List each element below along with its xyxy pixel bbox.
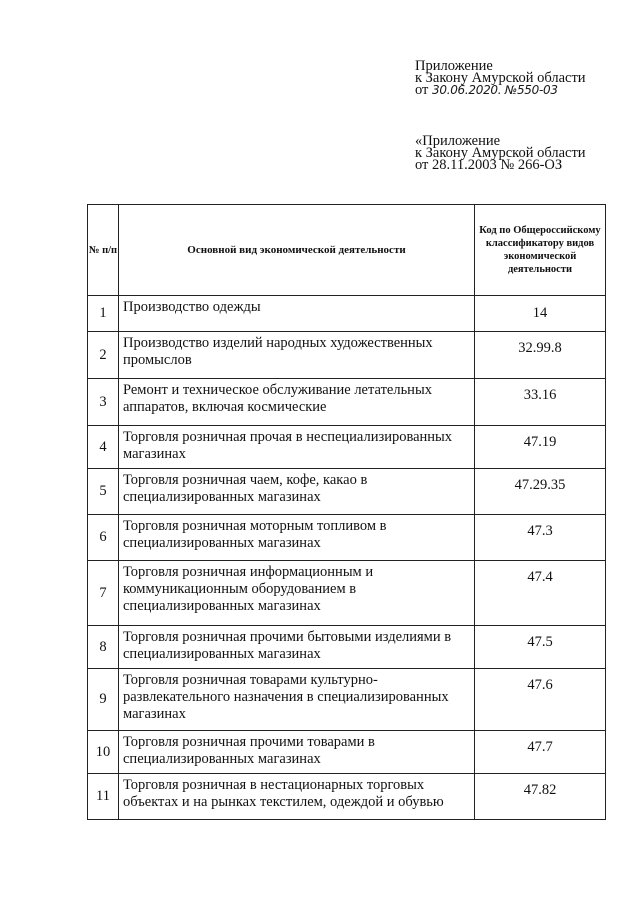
row-number: 7 [88, 561, 119, 626]
okved-code: 47.6 [475, 669, 606, 731]
appendix-law-ref: к Закону Амурской области [415, 145, 586, 161]
okved-code: 47.4 [475, 561, 606, 626]
table-row [88, 515, 606, 561]
appendix-date-prefix: от [415, 82, 433, 98]
row-number: 2 [88, 332, 119, 379]
activity-name: Производство одежды [119, 296, 475, 332]
column-header-num: № п/п [88, 205, 119, 296]
okved-code: 47.5 [475, 626, 606, 669]
appendix-date-line: от 28.11.2003 № 266-ОЗ [415, 157, 563, 173]
table-row [88, 561, 606, 626]
row-number: 11 [88, 774, 119, 820]
appendix-law-ref: к Закону Амурской области [415, 70, 586, 86]
handwritten-date-number: 30.06.2020. №550-03 [432, 83, 558, 97]
row-number: 10 [88, 731, 119, 774]
row-number: 3 [88, 379, 119, 426]
table-row [88, 332, 606, 379]
table-row [88, 469, 606, 515]
table-row [88, 731, 606, 774]
activity-name: Торговля розничная товарами культурно-развлекательного назначения в специализированных магазинах [119, 669, 475, 731]
row-number: 8 [88, 626, 119, 669]
activity-name: Торговля розничная в нестационарных торговых объектах и на рынках текстилем, одеждой и обувью [119, 774, 475, 820]
okved-code: 33.16 [475, 379, 606, 426]
table-row [88, 774, 606, 820]
appendix-title: Приложение [415, 58, 493, 74]
okved-code: 47.19 [475, 426, 606, 469]
appendix-header-new [415, 60, 586, 96]
okved-code: 32.99.8 [475, 332, 606, 379]
row-number: 9 [88, 669, 119, 731]
activity-name: Торговля розничная моторным топливом в специализированных магазинах [119, 515, 475, 561]
table-row [88, 379, 606, 426]
row-number: 4 [88, 426, 119, 469]
appendix-title: «Приложение [415, 133, 501, 149]
okved-code: 47.29.35 [475, 469, 606, 515]
table-row [88, 426, 606, 469]
column-header-activity: Основной вид экономической деятельности [119, 205, 475, 296]
activity-name: Торговля розничная чаем, кофе, какао в специализированных магазинах [119, 469, 475, 515]
table-row [88, 296, 606, 332]
row-number: 1 [88, 296, 119, 332]
table-row [88, 669, 606, 731]
activity-name: Торговля розничная информационным и коммуникационным оборудованием в специализированных магазинах [119, 561, 475, 626]
activity-name: Торговля розничная прочая в неспециализированных магазинах [119, 426, 475, 469]
activity-name: Производство изделий народных художественных промыслов [119, 332, 475, 379]
okved-code: 14 [475, 296, 606, 332]
row-number: 5 [88, 469, 119, 515]
activity-name: Ремонт и техническое обслуживание летательных аппаратов, включая космические [119, 379, 475, 426]
okved-code: 47.3 [475, 515, 606, 561]
activity-name: Торговля розничная прочими бытовыми изделиями в специализированных магазинах [119, 626, 475, 669]
activity-name: Торговля розничная прочими товарами в специализированных магазинах [119, 731, 475, 774]
table-row [88, 626, 606, 669]
economic-activities-table [87, 204, 606, 820]
appendix-header-original [415, 135, 586, 171]
okved-code: 47.7 [475, 731, 606, 774]
column-header-okved-code: Код по Общероссийскому классификатору видов экономической деятельности [475, 205, 606, 296]
row-number: 6 [88, 515, 119, 561]
okved-code: 47.82 [475, 774, 606, 820]
table-header-row [88, 205, 606, 296]
